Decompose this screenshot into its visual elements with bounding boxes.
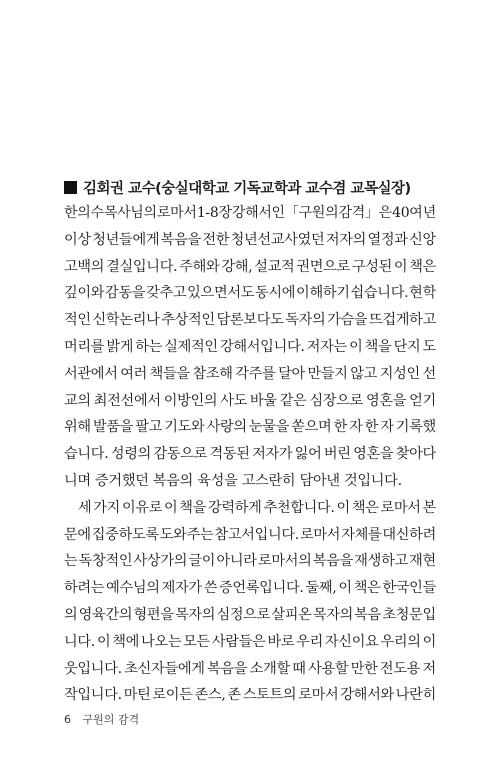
page-footer [64, 711, 139, 727]
heading-text: 김회권 교수(숭실대학교 기독교학과 교수겸 교목실장) [83, 180, 411, 197]
text-line: 머리를 밝게 하는 실제적인 강해서입니다. 저자는 이 책을 단지 도 [64, 338, 436, 355]
section-heading [64, 174, 444, 200]
text-line: 세 가지 이유로 이 책을 강력하게 추천합니다. 이 책은 로마서 본 [78, 499, 436, 516]
black-square-bullet-icon [64, 181, 77, 194]
body-text [64, 200, 436, 709]
text-line: 는 독창적인 사상가의 글이 아니라 로마서의 복음을 재생하고 재현 [64, 553, 436, 570]
text-line: 문에 집중하도록 도와주는 참고서입니다. 로마서 자체를 대신하려 [64, 526, 436, 543]
text-line: 교의 최전선에서 이방인의 사도 바울 같은 심장으로 영혼을 얻기 [64, 392, 436, 409]
paragraph [64, 200, 436, 495]
text-line: 한의수 목사님의 로마서 1-8장 강해서인 「구원의 감격」은 40여 년 [64, 205, 436, 221]
text-line: 적인 신학논리나 추상적인 담론보다도 독자의 가슴을 뜨겁게하고 [64, 312, 436, 329]
text-line: 의 영육간의 형편을 목자의 심정으로 살피온 목자의 복음 초청문입 [64, 606, 436, 623]
text-line: 니며 증거했던 복음의 육성을 고스란히 담아낸 것입니다. [64, 472, 402, 489]
page-number: 6 [64, 713, 71, 726]
text-line: 서관에서 여러 책들을 참조해 각주를 달아 만들지 않고 지성인 선 [64, 365, 436, 382]
text-line: 습니다. 성령의 감동으로 격동된 저자가 잃어 버린 영혼을 찾아다 [64, 446, 436, 463]
text-line: 웃입니다. 초신자들에게 복음을 소개할 때 사용할 만한 전도용 저 [64, 660, 436, 677]
text-line: 고백의 결실입니다. 주해와 강해, 설교적 권면으로 구성된 이 책은 [64, 258, 436, 275]
paragraph [64, 495, 436, 709]
text-line: 위해 발품을 팔고 기도와 사랑의 눈물을 쏟으며 한 자 한 자 기록했 [64, 419, 436, 436]
text-line: 이상 청년들에게 복음을 전한 청년선교사였던 저자의 열정과 신앙 [64, 231, 436, 248]
text-line: 하려는 예수님의 제자가 쓴 증언록입니다. 둘째, 이 책은 한국인들 [64, 580, 436, 597]
text-line: 작입니다. 마틴 로이든 존스, 존 스토트의 로마서 강해서와 나란히 [64, 687, 436, 704]
running-title: 구원의 감격 [82, 713, 140, 726]
text-line: 깊이와 감동을 갖추고 있으면서도 동시에 이해하기 쉽습니다. 현학 [64, 285, 436, 302]
text-line: 니다. 이 책에 나오는 모든 사람들은 바로 우리 자신이요 우리의 이 [64, 633, 436, 650]
